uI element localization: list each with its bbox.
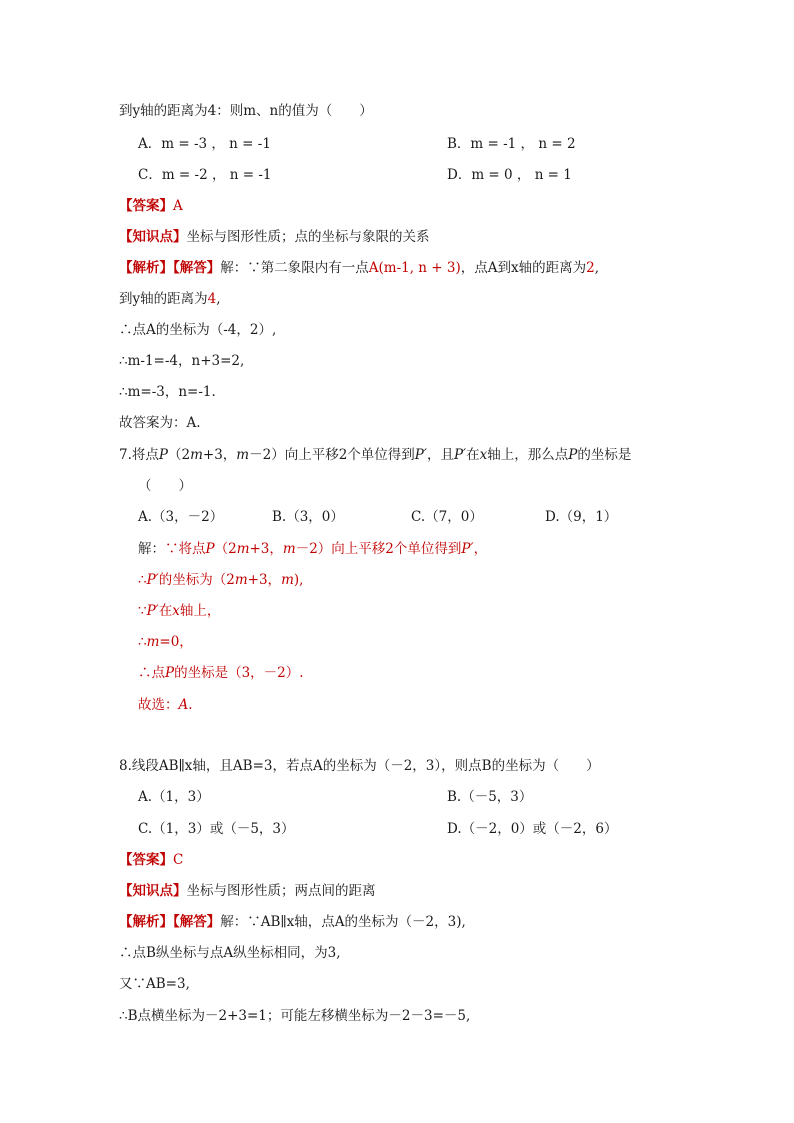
choice-letter: A [178, 697, 189, 713]
knowledge-text: 坐标与图形性质；两点间的距离 [186, 883, 376, 899]
q6-analysis-line-1 [119, 258, 599, 278]
q8-option-d: D.（－2，0）或（－2，6） [447, 821, 618, 837]
solution-text: （2 [214, 541, 237, 557]
var-m: m [190, 447, 203, 463]
var-m: m [146, 634, 160, 650]
because-symbol: ∵ [138, 603, 147, 619]
var-p: P [165, 665, 175, 681]
solution-text: 的坐标是（3，－2）. [174, 665, 304, 681]
q6-option-c: C．m = -2 ， n = -1 [138, 167, 272, 183]
q7-solution-line-6 [138, 695, 193, 715]
q8-option-c: C.（1，3）或（－5，3） [138, 821, 295, 837]
punctuation: , [594, 260, 600, 276]
q6-answer-line [119, 196, 183, 216]
answer-value: C [173, 852, 184, 868]
q8-analysis-line-1 [119, 912, 466, 932]
stem-text: （2 [167, 447, 191, 463]
q6-analysis-line-4: ∴m-1=-4，n+3=2, [119, 353, 245, 369]
analysis-tag: 【解析】 [119, 260, 173, 276]
solution-text: +3， [249, 541, 283, 557]
knowledge-tag: 【知识点】 [119, 229, 187, 245]
distance-value: 2 [586, 260, 595, 276]
var-p-prime: P′ [414, 447, 427, 463]
distance-value: 4 [207, 291, 217, 307]
var-p: P [568, 447, 578, 463]
q8-option-b: B.（－5，3） [447, 789, 533, 805]
stem-text: －2）向上平移2个单位得到 [249, 447, 415, 463]
q8-analysis-line-3: 又∵AB=3, [119, 976, 190, 992]
solution-text: 在 [158, 603, 173, 619]
q7-solution-line-2 [138, 570, 303, 590]
stem-text: 在 [466, 447, 480, 463]
q6-analysis-line-5: ∴m=-3，n=-1. [119, 384, 216, 400]
analysis-tag: 【解析】 [119, 914, 173, 930]
q7-stem [119, 445, 631, 465]
solution-tag: 【解答】 [173, 260, 221, 276]
solution-text: =0， [159, 634, 193, 650]
var-m: m [282, 541, 296, 557]
solution-text: －2）向上平移2个单位得到 [295, 541, 462, 557]
q7-answer-paren: （ ） [138, 478, 192, 494]
answer-tag: 【答案】 [119, 198, 173, 214]
answer-value: A [173, 198, 183, 214]
q7-option-c: C.（7，0） [411, 509, 483, 525]
var-p-prime: P′ [461, 541, 474, 557]
q7-option-d: D.（9，1） [545, 509, 618, 525]
var-m: m [234, 572, 248, 588]
var-p-prime: P′ [146, 603, 159, 619]
therefore-symbol: ∴ [138, 634, 147, 650]
q7-solution-line-4 [138, 632, 193, 652]
q6-stem-continuation: 到y轴的距离为4：则m、n的值为（ ） [119, 103, 373, 119]
q6-option-b: B．m = -1 ， n = 2 [447, 136, 576, 152]
q6-knowledge-line [119, 227, 430, 247]
stem-text: 7.将点 [119, 447, 159, 463]
q8-analysis-line-4: ∴B点横坐标为－2+3=1；可能左移横坐标为－2－3=－5, [119, 1008, 471, 1024]
var-p-prime: P′ [453, 447, 467, 463]
q8-option-a: A.（1，3） [138, 789, 210, 805]
solution-text: ), [293, 572, 304, 588]
var-x: x [172, 603, 180, 619]
knowledge-text: 坐标与图形性质；点的坐标与象限的关系 [186, 229, 430, 245]
q7-option-a: A.（3，－2） [138, 509, 224, 525]
var-x: x [479, 447, 488, 463]
q7-solution-line-1 [138, 539, 487, 559]
var-p-prime: P′ [146, 572, 159, 588]
q8-answer-line [119, 850, 183, 870]
therefore-symbol: ∴ [138, 572, 147, 588]
q8-analysis-line-2: ∴点B纵坐标与点A纵坐标相同，为3, [119, 945, 341, 961]
var-m: m [281, 572, 294, 588]
analysis-text: 解：∵AB∥x轴，点A的坐标为（－2，3), [220, 914, 466, 930]
analysis-text: 到y轴的距离为 [119, 291, 208, 307]
var-m: m [236, 447, 250, 463]
analysis-text: 解：∵第二象限内有一点 [220, 260, 369, 276]
solution-text: 解： [138, 541, 165, 557]
solution-text: ∵将点 [165, 541, 206, 557]
solution-text: ∴点 [138, 665, 165, 681]
solution-text: 的坐标为（2 [158, 572, 235, 588]
solution-tag: 【解答】 [173, 914, 221, 930]
q8-knowledge-line [119, 881, 376, 901]
q6-option-a: A．m = -3 ， n = -1 [138, 136, 271, 152]
q7-solution-line-3 [138, 601, 220, 621]
stem-text: +3， [202, 447, 237, 463]
punctuation: ， [473, 541, 488, 557]
q7-option-b: B.（3，0） [272, 509, 344, 525]
q6-conclusion: 故答案为：A. [119, 415, 201, 431]
var-p: P [205, 541, 215, 557]
q8-stem: 8.线段AB∥x轴，且AB=3，若点A的坐标为（－2，3），则点B的坐标为（ ） [119, 758, 600, 774]
stem-text: ，且 [426, 447, 454, 463]
var-m: m [236, 541, 250, 557]
q6-option-d: D．m = 0 ， n = 1 [447, 167, 572, 183]
solution-text: 故选： [138, 697, 179, 713]
q6-analysis-line-3: ∴点A的坐标为（-4，2）, [119, 322, 277, 338]
solution-text: 轴上， [179, 603, 221, 619]
knowledge-tag: 【知识点】 [119, 883, 187, 899]
var-p: P [158, 447, 168, 463]
solution-text: +3， [247, 572, 282, 588]
stem-text: 的坐标是 [577, 447, 632, 463]
q6-analysis-line-2 [119, 289, 221, 309]
stem-text: 轴上，那么点 [487, 447, 569, 463]
punctuation: . [188, 697, 193, 713]
point-expression: A(m-1, n + 3) [368, 260, 461, 276]
punctuation: , [216, 291, 221, 307]
answer-tag: 【答案】 [119, 852, 173, 868]
analysis-text: ，点A到x轴的距离为 [460, 260, 587, 276]
q7-solution-line-5 [138, 663, 304, 683]
